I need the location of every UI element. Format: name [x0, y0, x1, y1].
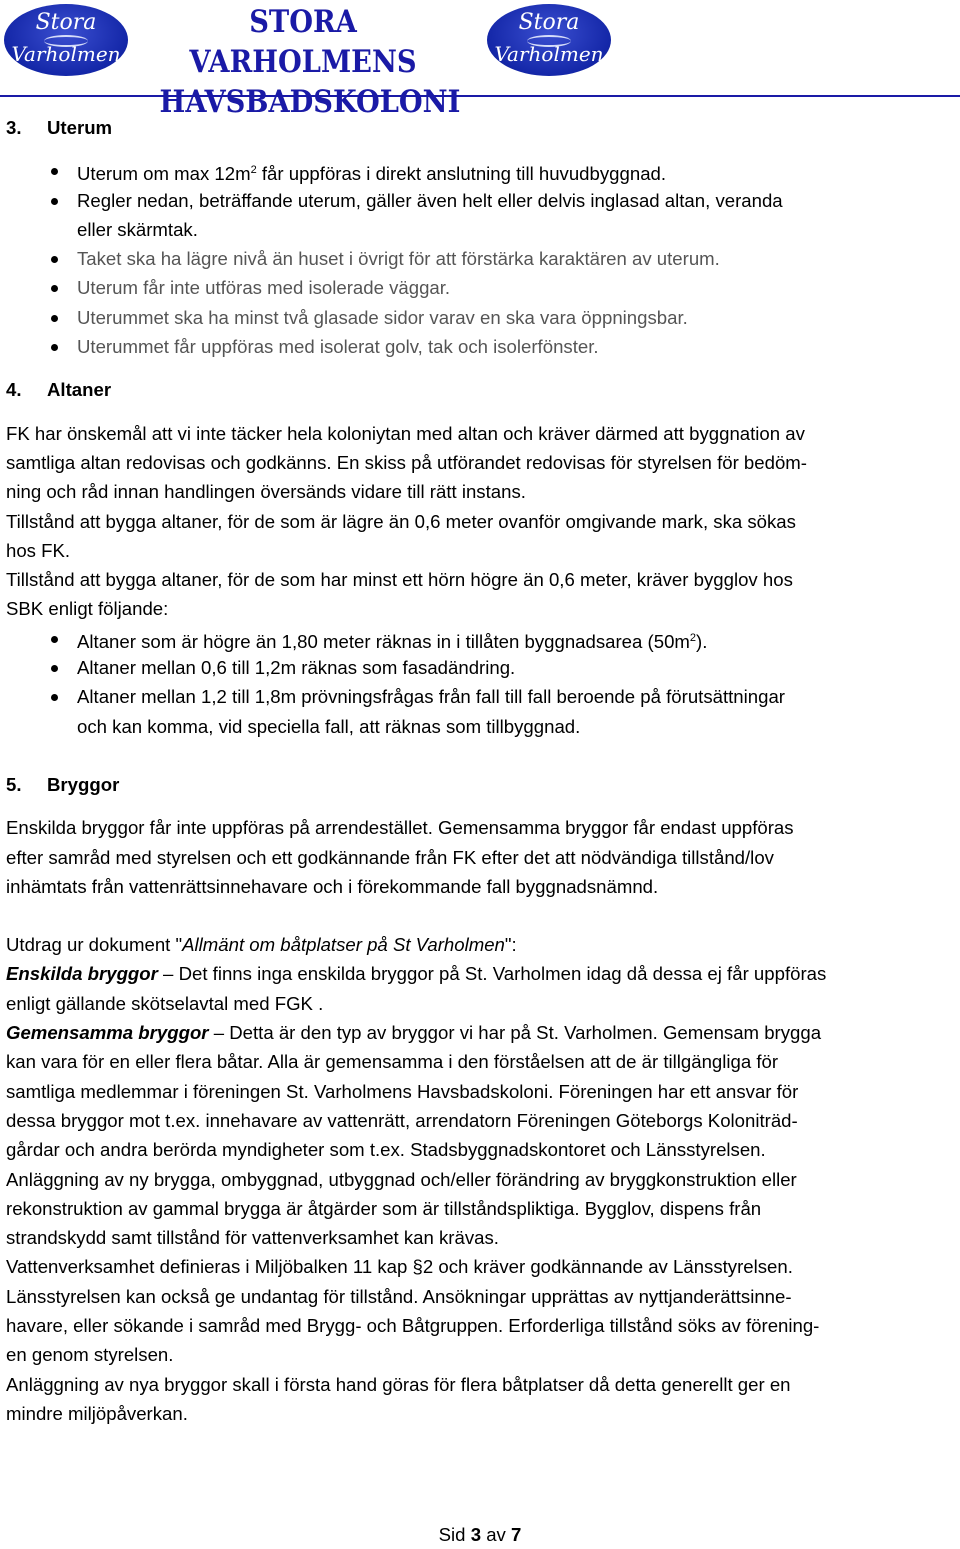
section-heading-bryggor — [6, 770, 954, 799]
page-header — [0, 0, 960, 120]
logo-left — [4, 4, 128, 76]
list-item: Regler nedan, beträffande uterum, gäller även helt eller delvis inglasad altan, veranda — [6, 186, 954, 215]
paragraph-line: efter samråd med styrelsen och ett godkännande från FK efter det att nödvändiga tillstånd/lov — [6, 846, 774, 868]
section-heading-altaner — [6, 375, 954, 404]
paragraph-line: Länsstyrelsen kan också ge undantag för tillstånd. Ansökningar upprättas av nyttjanderättsinne- — [6, 1285, 792, 1307]
quoted-document-title: Allmänt om båtplatser på St Varholmen — [182, 934, 505, 956]
paragraph-line: SBK enligt följande: — [6, 598, 169, 620]
header-title — [159, 2, 461, 122]
paragraph-line: Vattenverksamhet definieras i Miljöbalken 11 kap §2 och kräver godkännande av Länsstyrelsen. — [6, 1256, 793, 1278]
header-title-line2: HAVSBADSKOLONI — [159, 84, 461, 120]
paragraph-line: samtliga medlemmar i föreningen St. Varholmens Havsbadskoloni. Föreningen har ett ansvar för — [6, 1080, 799, 1102]
list-item: Uterummet ska ha minst två glasade sidor varav en ska vara öppningsbar. — [6, 303, 954, 332]
paragraph-line: Tillstånd att bygga altaner, för de som är lägre än 0,6 meter ovanför omgivande mark, ska sökas — [6, 510, 796, 532]
section-title: Altaner — [47, 379, 112, 401]
list-item: Altaner mellan 1,2 till 1,8m prövningsfrågas från fall till fall beroende på förutsättningar — [6, 682, 954, 711]
logo-left-top-text: Stora — [35, 10, 97, 35]
section-number: 5. — [6, 773, 22, 795]
header-title-line1: STORA VARHOLMENS — [189, 4, 417, 80]
paragraph-line: dessa bryggor mot t.ex. innehavare av vattenrätt, arrendatorn Föreningen Göteborgs Koloniträd- — [6, 1109, 798, 1131]
list-item: Uterum om $\max 12m^2$ får uppföras i direkt anslutning till huvudbyggnad. — [6, 156, 954, 185]
list-item-continuation: och kan komma, vid speciella fall, att räknas som tillbyggnad. — [77, 715, 581, 737]
paragraph-line: en genom styrelsen. — [6, 1344, 174, 1366]
paragraph-line: kan vara för en eller flera båtar. Alla är gemensamma i den förståelsen att de är tillgängliga för — [6, 1051, 779, 1073]
paragraph-line: hos FK. — [6, 539, 71, 561]
paragraph-line: havare, eller sökande i samråd med Brygg- och Båtgruppen. Erforderliga tillstånd söks av förening- — [6, 1314, 820, 1336]
paragraph-line: Anläggning av nya bryggor skall i första hand göras för flera båtplatser då detta generellt ger en — [6, 1373, 791, 1395]
paragraph-line: Tillstånd att bygga altaner, för de som har minst ett hörn högre än 0,6 meter, kräver bygglov hos — [6, 569, 793, 591]
paragraph-line: ning och råd innan handlingen översänds vidare till rätt instans. — [6, 481, 526, 503]
logo-right — [487, 4, 611, 76]
list-item: Uterum får inte utföras med isolerade väggar. — [6, 273, 954, 302]
paragraph-line: Anläggning av ny brygga, ombyggnad, utbyggnad och/eller förändring av bryggkonstruktion eller — [6, 1168, 797, 1190]
list-item: Altaner som är högre än 1,80 meter räknas in i tillåten byggnadsarea $(50m^2)$. — [6, 624, 954, 653]
paragraph-line: rekonstruktion av gammal brygga är åtgärder som är tillståndspliktiga. Bygglov, dispens från — [6, 1197, 762, 1219]
list-item: Uterummet får uppföras med isolerat golv, tak och isolerfönster. — [6, 332, 954, 361]
section-number: 4. — [6, 379, 22, 401]
paragraph-line: inhämtats från vattenrättsinnehavare och i förekommande fall byggnadsnämnd. — [6, 875, 659, 897]
logo-right-bottom-text: Varholmen — [494, 42, 604, 66]
term-gemensamma-bryggor: Gemensamma bryggor — [6, 1022, 209, 1044]
section-title: Bryggor — [47, 773, 120, 795]
page-number-footer: Sid 3 av 7 — [438, 1524, 522, 1545]
logo-right-top-text: Stora — [518, 10, 580, 35]
paragraph-line: mindre miljöpåverkan. — [6, 1402, 188, 1424]
paragraph-line: Enskilda bryggor – Det finns inga enskilda bryggor på St. Varholmen idag då dessa ej får uppföras — [6, 963, 827, 985]
section-heading-uterum — [6, 113, 954, 142]
current-page: 3 — [470, 1524, 482, 1545]
paragraph-line: samtliga altan redovisas och godkänns. En skiss på utförandet redovisas för styrelsen för bedöm- — [6, 451, 807, 473]
paragraph-line: gårdar och andra berörda myndigheter som t.ex. Stadsbyggnadskontoret och Länsstyrelsen. — [6, 1139, 766, 1161]
list-item: Taket ska ha lägre nivå än huset i övrigt för att förstärka karaktären av uterum. — [6, 244, 954, 273]
total-pages: 7 — [511, 1524, 522, 1545]
paragraph-line: Enskilda bryggor får inte uppföras på arrendestället. Gemensamma bryggor får endast uppföras — [6, 817, 794, 839]
term-enskilda-bryggor: Enskilda bryggor — [6, 963, 158, 985]
list-item-continuation: eller skärmtak. — [77, 218, 198, 240]
logo-left-bottom-text: Varholmen — [11, 42, 121, 66]
quote-intro: Utdrag ur dokument "Allmänt om båtplatser på St Varholmen": — [6, 934, 517, 956]
list-item: Altaner mellan 0,6 till 1,2m räknas som fasadändring. — [6, 653, 954, 682]
section-number: 3. — [6, 117, 22, 138]
paragraph-line: FK har önskemål att vi inte täcker hela koloniytan med altan och kräver därmed att byggnation av — [6, 422, 805, 444]
paragraph-line: Gemensamma bryggor – Detta är den typ av bryggor vi har på St. Varholmen. Gemensam brygga — [6, 1022, 822, 1044]
paragraph-line: strandskydd samt tillstånd för vattenverksamhet kan krävas. — [6, 1227, 499, 1249]
paragraph-line: enligt gällande skötselavtal med FGK . — [6, 992, 324, 1014]
document-body — [6, 113, 954, 1428]
section-title: Uterum — [47, 117, 113, 138]
